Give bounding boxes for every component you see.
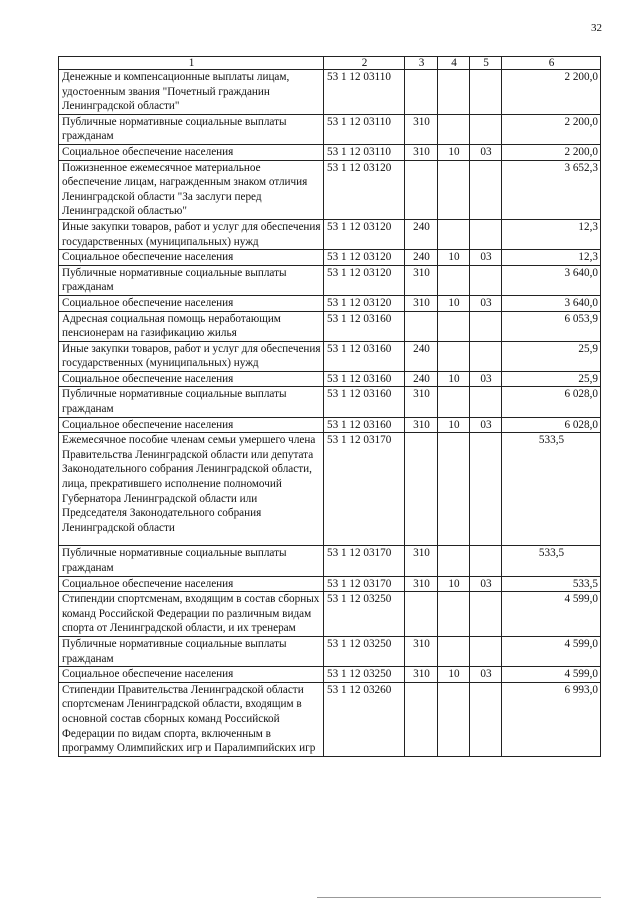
table-row <box>59 417 601 433</box>
row-subsection-cell: 03 <box>470 576 502 592</box>
row-amount-cell: 3 652,3 <box>502 160 601 219</box>
row-code-cell: 53 1 12 03250 <box>324 636 405 666</box>
row-subsection-cell <box>470 433 502 546</box>
row-expense-type-cell: 310 <box>405 667 438 683</box>
table-row <box>59 114 601 144</box>
table-row <box>59 682 601 756</box>
row-code-cell: 53 1 12 03120 <box>324 219 405 249</box>
row-expense-type-cell: 310 <box>405 265 438 295</box>
row-amount-cell: 2 200,0 <box>502 114 601 144</box>
row-amount-cell: 3 640,0 <box>502 265 601 295</box>
row-section-cell: 10 <box>438 667 470 683</box>
row-subsection-cell <box>470 387 502 417</box>
bottom-divider <box>317 897 601 898</box>
row-name-cell: Денежные и компенсационные выплаты лицам, удостоенным звания "Почетный гражданин Ленинградской области" <box>59 70 324 115</box>
row-name-cell: Публичные нормативные социальные выплаты гражданам <box>59 387 324 417</box>
table-row <box>59 295 601 311</box>
row-amount-cell: 6 053,9 <box>502 311 601 341</box>
row-subsection-cell <box>470 682 502 756</box>
row-subsection-cell <box>470 70 502 115</box>
row-section-cell <box>438 70 470 115</box>
row-name-cell: Социальное обеспечение населения <box>59 250 324 266</box>
row-code-cell: 53 1 12 03120 <box>324 265 405 295</box>
row-expense-type-cell: 310 <box>405 636 438 666</box>
header-cell-4: 4 <box>438 57 470 70</box>
row-name-cell: Социальное обеспечение населения <box>59 417 324 433</box>
row-section-cell <box>438 387 470 417</box>
row-expense-type-cell: 310 <box>405 387 438 417</box>
row-name-cell: Иные закупки товаров, работ и услуг для обеспечения государственных (муниципальных) нужд <box>59 219 324 249</box>
row-section-cell: 10 <box>438 250 470 266</box>
row-name-cell: Социальное обеспечение населения <box>59 667 324 683</box>
table-row <box>59 70 601 115</box>
row-name-cell: Стипендии спортсменам, входящим в состав сборных команд Российской Федерации по различным видам спорта от Ленинградской области, и их тренерам <box>59 592 324 637</box>
row-amount-cell: 2 200,0 <box>502 144 601 160</box>
row-section-cell: 10 <box>438 295 470 311</box>
row-section-cell: 10 <box>438 576 470 592</box>
row-subsection-cell <box>470 341 502 371</box>
row-code-cell: 53 1 12 03160 <box>324 371 405 387</box>
row-name-cell: Пожизненное ежемесячное материальное обеспечение лицам, награжденным знаком отличия Ленинградской области "За заслуги перед Ленинградской областью" <box>59 160 324 219</box>
row-amount-cell: 6 028,0 <box>502 387 601 417</box>
row-subsection-cell: 03 <box>470 667 502 683</box>
row-section-cell: 10 <box>438 371 470 387</box>
row-amount-cell: 533,5 <box>502 576 601 592</box>
row-section-cell: 10 <box>438 144 470 160</box>
row-code-cell: 53 1 12 03120 <box>324 160 405 219</box>
row-section-cell <box>438 265 470 295</box>
table-row <box>59 265 601 295</box>
row-name-cell: Публичные нормативные социальные выплаты гражданам <box>59 265 324 295</box>
row-expense-type-cell: 310 <box>405 576 438 592</box>
row-amount-cell: 12,3 <box>502 219 601 249</box>
row-code-cell: 53 1 12 03170 <box>324 546 405 576</box>
table-row <box>59 433 601 546</box>
row-section-cell: 10 <box>438 417 470 433</box>
row-name-cell: Иные закупки товаров, работ и услуг для обеспечения государственных (муниципальных) нужд <box>59 341 324 371</box>
row-name-cell: Публичные нормативные социальные выплаты гражданам <box>59 546 324 576</box>
row-subsection-cell <box>470 265 502 295</box>
row-code-cell: 53 1 12 03110 <box>324 144 405 160</box>
row-expense-type-cell: 310 <box>405 144 438 160</box>
row-code-cell: 53 1 12 03120 <box>324 250 405 266</box>
table-row <box>59 371 601 387</box>
row-expense-type-cell <box>405 311 438 341</box>
row-name-cell: Социальное обеспечение населения <box>59 144 324 160</box>
row-code-cell: 53 1 12 03170 <box>324 576 405 592</box>
row-subsection-cell <box>470 160 502 219</box>
row-code-cell: 53 1 12 03120 <box>324 295 405 311</box>
row-subsection-cell: 03 <box>470 295 502 311</box>
row-code-cell: 53 1 12 03250 <box>324 667 405 683</box>
row-section-cell <box>438 160 470 219</box>
row-amount-cell: 533,5 <box>502 546 601 576</box>
budget-table <box>58 56 601 757</box>
row-expense-type-cell <box>405 160 438 219</box>
row-expense-type-cell <box>405 433 438 546</box>
header-cell-3: 3 <box>405 57 438 70</box>
row-subsection-cell: 03 <box>470 144 502 160</box>
table-header-row <box>59 57 601 70</box>
row-name-cell: Ежемесячное пособие членам семьи умершего члена Правительства Ленинградской области или депутата Законодательного собрания Ленинградской области, лица, прекратившего исполнение полномочий Губернатора Ленинградской области или Председателя Законодательного собрания Ленинградской области <box>59 433 324 546</box>
row-expense-type-cell <box>405 70 438 115</box>
row-expense-type-cell <box>405 682 438 756</box>
row-expense-type-cell: 240 <box>405 219 438 249</box>
table-row <box>59 219 601 249</box>
row-section-cell <box>438 219 470 249</box>
row-amount-cell: 2 200,0 <box>502 70 601 115</box>
row-expense-type-cell: 240 <box>405 341 438 371</box>
row-subsection-cell <box>470 592 502 637</box>
row-expense-type-cell: 310 <box>405 417 438 433</box>
header-cell-2: 2 <box>324 57 405 70</box>
row-name-cell: Социальное обеспечение населения <box>59 576 324 592</box>
row-name-cell: Стипендии Правительства Ленинградской области спортсменам Ленинградской области, входящим в основной состав сборных команд Российской Федерации по видам спорта, включенным в программу Олимпийских игр и Паралимпийских игр <box>59 682 324 756</box>
row-code-cell: 53 1 12 03160 <box>324 387 405 417</box>
row-expense-type-cell: 310 <box>405 114 438 144</box>
row-name-cell: Публичные нормативные социальные выплаты гражданам <box>59 636 324 666</box>
row-amount-cell: 6 028,0 <box>502 417 601 433</box>
row-name-cell: Социальное обеспечение населения <box>59 371 324 387</box>
row-code-cell: 53 1 12 03160 <box>324 311 405 341</box>
row-amount-cell: 4 599,0 <box>502 667 601 683</box>
row-amount-cell: 4 599,0 <box>502 592 601 637</box>
row-section-cell <box>438 636 470 666</box>
row-section-cell <box>438 546 470 576</box>
row-code-cell: 53 1 12 03250 <box>324 592 405 637</box>
row-subsection-cell: 03 <box>470 250 502 266</box>
row-amount-cell: 12,3 <box>502 250 601 266</box>
row-name-cell: Публичные нормативные социальные выплаты гражданам <box>59 114 324 144</box>
row-name-cell: Социальное обеспечение населения <box>59 295 324 311</box>
row-expense-type-cell <box>405 592 438 637</box>
row-section-cell <box>438 592 470 637</box>
row-section-cell <box>438 341 470 371</box>
row-section-cell <box>438 433 470 546</box>
row-code-cell: 53 1 12 03160 <box>324 417 405 433</box>
row-subsection-cell <box>470 636 502 666</box>
row-expense-type-cell: 310 <box>405 546 438 576</box>
row-subsection-cell <box>470 546 502 576</box>
table-row <box>59 341 601 371</box>
row-subsection-cell <box>470 114 502 144</box>
row-expense-type-cell: 240 <box>405 250 438 266</box>
table-row <box>59 636 601 666</box>
row-amount-cell: 6 993,0 <box>502 682 601 756</box>
table-row <box>59 576 601 592</box>
table-row <box>59 311 601 341</box>
row-amount-cell: 4 599,0 <box>502 636 601 666</box>
row-subsection-cell <box>470 219 502 249</box>
table-row <box>59 592 601 637</box>
row-expense-type-cell: 240 <box>405 371 438 387</box>
row-amount-cell: 533,5 <box>502 433 601 546</box>
row-code-cell: 53 1 12 03110 <box>324 114 405 144</box>
table-row <box>59 546 601 576</box>
row-section-cell <box>438 682 470 756</box>
row-code-cell: 53 1 12 03160 <box>324 341 405 371</box>
table-row <box>59 160 601 219</box>
table-row <box>59 387 601 417</box>
row-name-cell: Адресная социальная помощь неработающим пенсионерам на газификацию жилья <box>59 311 324 341</box>
row-expense-type-cell: 310 <box>405 295 438 311</box>
row-amount-cell: 25,9 <box>502 371 601 387</box>
page-number: 32 <box>591 22 602 34</box>
row-subsection-cell <box>470 311 502 341</box>
row-code-cell: 53 1 12 03170 <box>324 433 405 546</box>
row-subsection-cell: 03 <box>470 417 502 433</box>
table-row <box>59 144 601 160</box>
header-cell-6: 6 <box>502 57 601 70</box>
row-section-cell <box>438 114 470 144</box>
row-amount-cell: 3 640,0 <box>502 295 601 311</box>
row-section-cell <box>438 311 470 341</box>
row-code-cell: 53 1 12 03110 <box>324 70 405 115</box>
header-cell-1: 1 <box>59 57 324 70</box>
row-code-cell: 53 1 12 03260 <box>324 682 405 756</box>
header-cell-5: 5 <box>470 57 502 70</box>
table-row <box>59 667 601 683</box>
row-amount-cell: 25,9 <box>502 341 601 371</box>
row-subsection-cell: 03 <box>470 371 502 387</box>
table-row <box>59 250 601 266</box>
